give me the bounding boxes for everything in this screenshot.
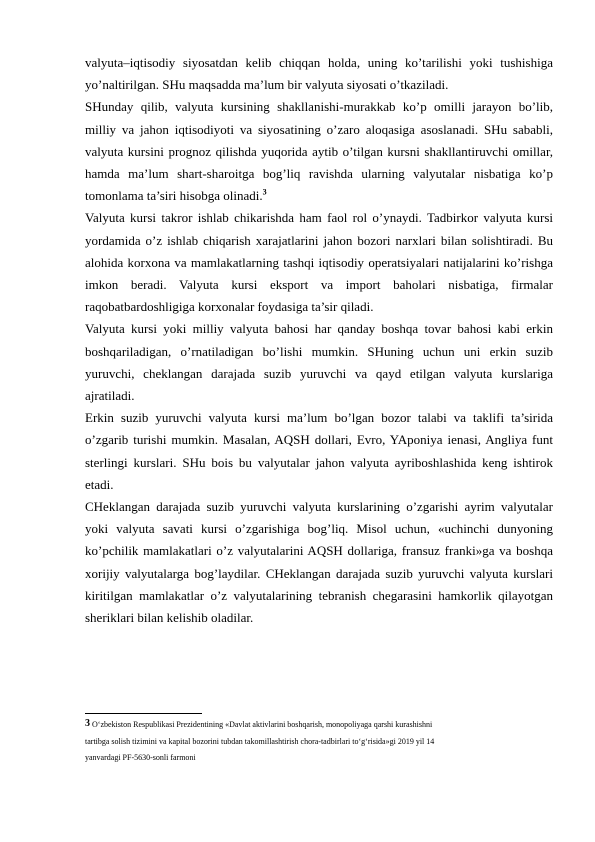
paragraph-4: Valyuta kursi yoki milliy valyuta bahosi har qanday boshqa tovar bahosi kabi erkin boshqariladigan, o’rnatiladigan bo’lishi mumkin. SHuning uchun uni erkin suzib yuruvchi, cheklangan darajada suzib yuruvchi va qayd etilgan valyuta kurslariga ajratiladi. xyxy=(85,321,553,404)
paragraph-5: Erkin suzib yuruvchi valyuta kursi ma’lum bo’lgan bozor talabi va taklifi ta’sirida o’zgarib turishi mumkin. Masalan, AQSH dollari, Evro, YAponiya ienasi, Angliya funt sterlingi kurslari. SHu bois bu valyutalar jahon valyuta ayriboshlashida keng ishtirok etadi. xyxy=(85,410,553,492)
paragraph-2-text: SHunday qilib, valyuta kursining shakllanishi-murakkab ko’p omilli jarayon bo’lib, milliy va jahon iqtisodiyoti va siyosatining o’zaro aloqasiga asoslanadi. SHu sababli, valyuta kursini prognoz qilishda yuqorida aytib o’tilgan kursni shakllantiruvchi omillar, hamda ma’lum shart-sharoitga bog’liq ravishda ularning valyutalar nisbatiga ko’p tomonlama ta’siri hisobga olinadi. xyxy=(85,99,553,204)
paragraph-3: Valyuta kursi takror ishlab chikarishda ham faol rol o’ynaydi. Tadbirkor valyuta kursi yordamida o’z ishlab chiqarish xarajatlarini jahon bozori narxlari bilan solishtiradi. Bu alohida korxona va mamlakatlarning tashqi iqtisodiy operatsiyalari natijalarini ko’rishga imkon beradi. Valyuta kursi eksport va import baholari nisbatiga, firmalar raqobatbardoshligiga korxonalar foydasiga ta’sir qiladi. xyxy=(85,210,553,315)
footnote-separator xyxy=(85,713,202,714)
footnote-text-1: O‘zbekiston Respublikasi Prezidentining «Davlat aktivlarini boshqarish, monopoliyaga qarshi kurashishni xyxy=(92,720,433,729)
footnote-mark: 3 xyxy=(85,718,90,729)
paragraph-1: valyuta–iqtisodiy siyosatdan kelib chiqqan holda, uning ko’tarilishi yoki tushishiga yo’naltirilgan. SHu maqsadda ma’lum bir valyuta siyosati o’tkaziladi. xyxy=(85,55,553,93)
paragraph-6: CHeklangan darajada suzib yuruvchi valyuta kurslarining o’zgarishi ayrim valyutalar yoki valyuta savati kursi o’zgarishiga bog’liq. Misol uchun, «uchinchi dunyoning ko’pchilik mamlakatlari o’z valyutalarini AQSH dollariga, fransuz franki»ga va boshqa xorijiy valyutalarga bog’laydilar. CHeklangan darajada suzib yuruvchi valyuta kurslari kiritilgan mamlakatlar o’z valyutalarining tebranish chegarasini hamkorlik qilayotgan sheriklari bilan kelishib oladilar. xyxy=(85,499,553,626)
footnote-line-1 xyxy=(85,716,555,734)
footnote-reference[interactable]: 3 xyxy=(262,187,267,197)
footnote-line-2: tartibga solish tizimini va kapital bozorini tubdan takomillashtirish chora-tadbirlari to‘g‘risida»gi 2019 yil 14 xyxy=(85,736,435,746)
footnote-line-3: yanvardagi PF-5630-sonli farmoni xyxy=(85,753,196,762)
body-text xyxy=(85,52,553,629)
footnote xyxy=(85,716,555,767)
paragraph-2 xyxy=(85,96,553,207)
